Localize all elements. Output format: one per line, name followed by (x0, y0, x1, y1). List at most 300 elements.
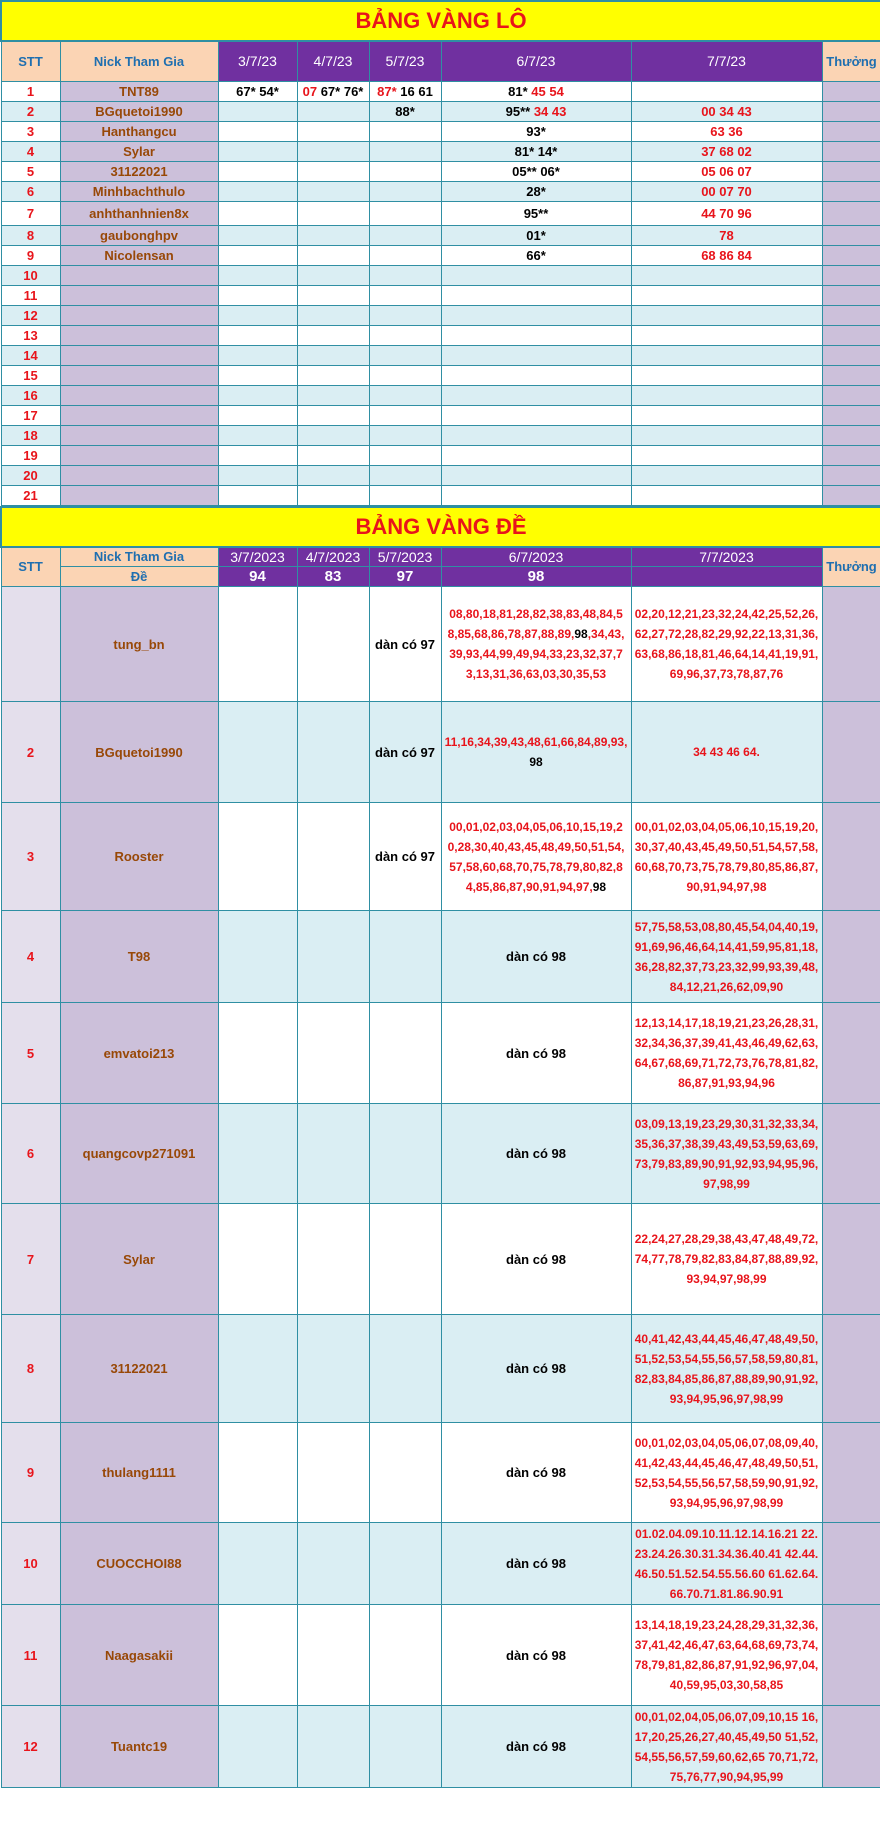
lo-row (1, 201, 880, 225)
de-row-cell (218, 1523, 297, 1605)
lo-row-cell (441, 101, 631, 121)
de-row-cell (297, 1204, 369, 1315)
lo-table (0, 0, 880, 506)
de-row (1, 911, 880, 1003)
lo-row-nick (60, 405, 218, 425)
lo-row-cell (369, 81, 441, 101)
de-row-stt: 10 (1, 1523, 60, 1605)
de-row-cell (218, 1204, 297, 1315)
de-row-cell-d3 (369, 1706, 441, 1788)
lo-table-body (1, 81, 880, 505)
de-row-cell-d3 (369, 1605, 441, 1706)
lo-row-cell (441, 245, 631, 265)
lo-row-cell (631, 245, 822, 265)
de-cell-text: 00,01,02,03,04,05,06,10,15,19,20,28,30,40,43,45,48,49,50,51,54,57,58,60,68,70,75,78,79,80,82,84,85,86,87,90,91,94,97, (447, 819, 625, 894)
lo-row-nick (60, 445, 218, 465)
lo-row-cell (297, 225, 369, 245)
lo-row-cell (297, 265, 369, 285)
de-row-nick: T98 (60, 911, 218, 1003)
lo-cell-text: 88* (395, 103, 415, 119)
lo-row-cell (441, 445, 631, 465)
lo-row-cell (631, 181, 822, 201)
de-row-nick: emvatoi213 (60, 1003, 218, 1104)
lo-row (1, 225, 880, 245)
lo-row (1, 405, 880, 425)
lo-row-cell (218, 365, 297, 385)
de-row-cell (297, 1523, 369, 1605)
de-row-cell (218, 1706, 297, 1788)
lo-cell-text: 67* 76* (317, 83, 364, 99)
lo-row-cell (297, 81, 369, 101)
lo-row-cell (297, 425, 369, 445)
de-row-cell-d5 (631, 1605, 822, 1706)
lo-row-cell (369, 101, 441, 121)
de-row-stt: 11 (1, 1605, 60, 1706)
lo-row-cell (218, 265, 297, 285)
de-header-de-label: Đề (60, 567, 218, 587)
lo-row (1, 121, 880, 141)
de-row-cell-d5 (631, 803, 822, 911)
lo-row-thuong (822, 81, 880, 101)
de-row-cell-d5 (631, 1104, 822, 1204)
lo-row-cell (441, 405, 631, 425)
lo-cell-text: 07 (302, 83, 318, 99)
de-row-stt (1, 587, 60, 702)
lo-row-cell (218, 325, 297, 345)
de-row-cell-d4: dàn có 98 (441, 1204, 631, 1315)
de-row-cell-d5 (631, 702, 822, 803)
lo-row-nick (60, 265, 218, 285)
de-row-thuong (822, 1204, 880, 1315)
lo-row-cell (369, 445, 441, 465)
lo-row-cell (631, 485, 822, 505)
lo-row-cell (631, 161, 822, 181)
de-cell-text: 00,01,02,03,04,05,06,10,15,19,20,30,37,40,43,45,49,50,51,54,57,58,60,68,70,73,75,78,79,80,85,86,87,90,91,94,97,98 (634, 819, 819, 894)
lo-cell-text: 68 86 84 (701, 247, 752, 263)
lo-row-cell (631, 225, 822, 245)
lo-row-cell (218, 141, 297, 161)
de-row (1, 1423, 880, 1523)
lo-row-cell (631, 345, 822, 365)
lo-row-thuong (822, 365, 880, 385)
lo-row-cell (218, 161, 297, 181)
lo-row-cell (441, 305, 631, 325)
lo-row-cell (369, 201, 441, 225)
lo-title: BẢNG VÀNG LÔ (1, 1, 880, 41)
lo-row-nick: gaubonghpv (60, 225, 218, 245)
de-row-thuong (822, 1003, 880, 1104)
lo-row (1, 181, 880, 201)
de-row-nick: BGquetoi1990 (60, 702, 218, 803)
lo-header-date: 3/7/23 (218, 41, 297, 81)
de-cell-text: 12,13,14,17,18,19,21,23,26,28,31,32,34,36,37,39,41,43,46,49,62,63,64,67,68,69,71,72,73,76,78,81,82,86,87,91,93,94,96 (634, 1016, 819, 1090)
lo-row-cell (441, 325, 631, 345)
lo-row (1, 365, 880, 385)
lo-cell-text: 00 34 43 (701, 103, 752, 119)
lo-row-stt: 16 (1, 385, 60, 405)
lo-row-nick: TNT89 (60, 81, 218, 101)
de-header-date: 6/7/2023 (441, 547, 631, 567)
de-row-cell-d3 (369, 1204, 441, 1315)
lo-row-cell (297, 181, 369, 201)
lo-row (1, 385, 880, 405)
de-row-nick: CUOCCHOI88 (60, 1523, 218, 1605)
de-row-thuong (822, 702, 880, 803)
de-row-cell-d4 (441, 803, 631, 911)
de-header-thuong: Thưởng (822, 547, 880, 587)
lo-row-stt: 4 (1, 141, 60, 161)
de-row-stt: 5 (1, 1003, 60, 1104)
lo-row-cell (369, 141, 441, 161)
lo-row-cell (218, 385, 297, 405)
lo-row-stt: 3 (1, 121, 60, 141)
lo-header-thuong: Thưởng (822, 41, 880, 81)
lo-row-cell (218, 201, 297, 225)
de-row-nick: Naagasakii (60, 1605, 218, 1706)
de-row-cell-d4 (441, 702, 631, 803)
lo-row-cell (218, 405, 297, 425)
de-row-cell (218, 911, 297, 1003)
lo-row-cell (631, 305, 822, 325)
lo-row-cell (218, 305, 297, 325)
de-row-cell (297, 587, 369, 702)
de-header-result: 94 (218, 567, 297, 587)
lo-header-date: 6/7/23 (441, 41, 631, 81)
de-table (0, 506, 880, 1789)
lo-row-cell (441, 345, 631, 365)
de-row-cell (218, 1423, 297, 1523)
de-row (1, 702, 880, 803)
de-cell-text: 98 (592, 879, 607, 894)
lo-cell-text: 37 68 02 (701, 143, 752, 159)
de-header-date: 5/7/2023 (369, 547, 441, 567)
lo-row-thuong (822, 485, 880, 505)
lo-row-cell (369, 161, 441, 181)
de-row-cell-d3: dàn có 97 (369, 587, 441, 702)
de-row-stt: 3 (1, 803, 60, 911)
lo-row-thuong (822, 425, 880, 445)
de-row-cell (218, 587, 297, 702)
lo-row-cell (441, 485, 631, 505)
de-row-cell-d3 (369, 1104, 441, 1204)
de-row-cell (218, 1315, 297, 1423)
lo-row-cell (441, 465, 631, 485)
lo-row-thuong (822, 325, 880, 345)
lo-row (1, 81, 880, 101)
lo-row-stt: 1 (1, 81, 60, 101)
lo-row-thuong (822, 225, 880, 245)
de-cell-text: 11,16,34,39,43,48,61,66,84,89,93, (444, 735, 628, 749)
de-cell-text: 02,20,12,21,23,32,24,42,25,52,26,62,27,72,28,82,29,92,22,13,31,36,63,68,86,18,81,46,64,14,41,19,91,69,96,37,73,78,87,76 (634, 607, 819, 681)
lo-row-stt: 12 (1, 305, 60, 325)
lo-row-nick (60, 325, 218, 345)
de-row-cell-d5 (631, 1003, 822, 1104)
lo-cell-text: 81* (508, 83, 528, 99)
lo-row-nick (60, 365, 218, 385)
lo-row-cell (631, 445, 822, 465)
lo-cell-text: 01* (526, 227, 546, 243)
lo-row-cell (631, 325, 822, 345)
de-header-result: 83 (297, 567, 369, 587)
lo-row (1, 161, 880, 181)
de-row-stt: 12 (1, 1706, 60, 1788)
de-cell-text: 03,09,13,19,23,29,30,31,32,33,34,35,36,37,38,39,43,49,53,59,63,69,73,79,83,89,90,91,92,93,94,95,96,97,98,99 (634, 1116, 819, 1191)
lo-row-stt: 8 (1, 225, 60, 245)
lo-row-cell (297, 405, 369, 425)
de-cell-text: 01.02.04.09.10.11.12.14.16.21 22.23.24.26.30.31.34.36.40.41 42.44.46.50.51.52.54.55.56.60 61.62.64.66.70.71.81.86.90.91 (634, 1526, 819, 1601)
lo-row-stt: 20 (1, 465, 60, 485)
lo-row-cell (297, 445, 369, 465)
lo-row-stt: 7 (1, 201, 60, 225)
lo-row (1, 425, 880, 445)
lo-cell-text: 95** (523, 205, 549, 221)
lo-row-cell (218, 465, 297, 485)
lo-row-stt: 10 (1, 265, 60, 285)
de-row-nick: tung_bn (60, 587, 218, 702)
lo-row-nick (60, 385, 218, 405)
lo-row-stt: 18 (1, 425, 60, 445)
lo-row-stt: 11 (1, 285, 60, 305)
lo-row-nick: anhthanhnien8x (60, 201, 218, 225)
lo-row-cell (631, 121, 822, 141)
de-row-cell (297, 803, 369, 911)
lo-row-nick: Minhbachthulo (60, 181, 218, 201)
lo-row-thuong (822, 101, 880, 121)
lo-row-cell (631, 405, 822, 425)
de-row-cell-d3 (369, 1523, 441, 1605)
de-row-cell-d4: dàn có 98 (441, 1003, 631, 1104)
lo-row (1, 285, 880, 305)
lo-row-cell (631, 365, 822, 385)
de-cell-text: 22,24,27,28,29,38,43,47,48,49,72,74,77,78,79,82,83,84,87,88,89,92,93,94,97,98,99 (634, 1232, 819, 1286)
lo-row-cell (297, 485, 369, 505)
lo-row-thuong (822, 245, 880, 265)
de-row-thuong (822, 1423, 880, 1523)
de-row-nick: quangcovp271091 (60, 1104, 218, 1204)
de-row-cell-d3 (369, 1315, 441, 1423)
de-row-cell-d5 (631, 911, 822, 1003)
lo-row (1, 141, 880, 161)
de-row-cell (297, 1706, 369, 1788)
lo-cell-text: 66* (526, 247, 546, 263)
lo-row-cell (218, 445, 297, 465)
lo-row-cell (369, 181, 441, 201)
de-row-cell-d5 (631, 587, 822, 702)
de-row-nick: Tuantc19 (60, 1706, 218, 1788)
de-cell-text: 00,01,02,04,05,06,07,09,10,15 16,17,20,25,26,27,40,45,49,50 51,52,54,55,56,57,59,60,62,65 70,71,72,75,76,77,90,94,95,99 (634, 1709, 819, 1784)
de-row (1, 587, 880, 702)
de-row-thuong (822, 1523, 880, 1605)
lo-row-thuong (822, 201, 880, 225)
lo-row (1, 325, 880, 345)
lo-cell-text: 81* 14* (514, 143, 558, 159)
lo-row-nick (60, 465, 218, 485)
de-header-nick: Nick Tham Gia (60, 547, 218, 567)
lo-row-cell (631, 81, 822, 101)
lo-row-cell (218, 225, 297, 245)
de-row-cell-d3 (369, 1003, 441, 1104)
lo-row-cell (631, 285, 822, 305)
lo-cell-text: 44 70 96 (701, 205, 752, 221)
de-row-nick: Sylar (60, 1204, 218, 1315)
lo-row-stt: 19 (1, 445, 60, 465)
de-header-result-empty (631, 567, 822, 587)
lo-cell-text: 93* (526, 123, 546, 139)
lo-row-nick: Hanthangcu (60, 121, 218, 141)
lo-row-cell (369, 345, 441, 365)
lo-row-cell (369, 245, 441, 265)
lo-row-cell (297, 345, 369, 365)
lo-row (1, 265, 880, 285)
lo-row-stt: 14 (1, 345, 60, 365)
de-header-date: 3/7/2023 (218, 547, 297, 567)
de-cell-text: 34 43 46 64. (693, 745, 760, 759)
lo-row-thuong (822, 181, 880, 201)
lo-row-nick: Sylar (60, 141, 218, 161)
de-row-nick: thulang1111 (60, 1423, 218, 1523)
lo-row-cell (297, 365, 369, 385)
lo-row-nick: Nicolensan (60, 245, 218, 265)
de-row-nick: 31122021 (60, 1315, 218, 1423)
lo-row-cell (369, 425, 441, 445)
lo-row-cell (297, 161, 369, 181)
lo-row-cell (218, 425, 297, 445)
lo-header-date: 5/7/23 (369, 41, 441, 81)
lo-row-thuong (822, 385, 880, 405)
lo-row-cell (369, 265, 441, 285)
de-row-stt: 6 (1, 1104, 60, 1204)
lo-header-date: 4/7/23 (297, 41, 369, 81)
lo-row-cell (297, 325, 369, 345)
lo-cell-text: 87* (377, 83, 397, 99)
lo-row-cell (631, 141, 822, 161)
lo-row (1, 245, 880, 265)
lo-row-cell (441, 141, 631, 161)
lo-row-cell (441, 121, 631, 141)
lo-row-thuong (822, 121, 880, 141)
lo-row-cell (297, 385, 369, 405)
de-cell-text: 57,75,58,53,08,80,45,54,04,40,19,91,69,96,46,64,14,41,59,95,81,18,36,28,82,37,73,23,32,99,93,39,48,84,12,21,26,62,09,90 (634, 919, 819, 994)
de-cell-text: ,34,43,39,93,44,99,49,94,33,23,32,37,73,13,31,36,63,03,30,35,53 (449, 627, 625, 681)
lo-row-thuong (822, 465, 880, 485)
lo-cell-text: 63 36 (710, 123, 743, 139)
de-cell-text: 40,41,42,43,44,45,46,47,48,49,50,51,52,53,54,55,56,57,58,59,80,81,82,83,84,85,86,87,88,89,90,91,92,93,94,95,96,97,98,99 (634, 1331, 819, 1406)
lo-cell-text: 95** (505, 103, 531, 119)
lo-header-stt: STT (1, 41, 60, 81)
lo-row-thuong (822, 405, 880, 425)
lo-cell-text: 16 61 (396, 83, 433, 99)
de-row-thuong (822, 1104, 880, 1204)
lo-row-stt: 2 (1, 101, 60, 121)
de-row-stt: 8 (1, 1315, 60, 1423)
de-row-cell (218, 1104, 297, 1204)
de-row (1, 1605, 880, 1706)
lo-row-cell (369, 225, 441, 245)
lo-cell-text: 00 07 70 (701, 183, 752, 199)
de-row (1, 1523, 880, 1605)
lo-row-cell (441, 225, 631, 245)
de-row-thuong (822, 803, 880, 911)
lo-row-cell (631, 465, 822, 485)
lo-row-cell (218, 245, 297, 265)
lo-row-cell (369, 365, 441, 385)
de-row-cell (218, 702, 297, 803)
lo-row-stt: 21 (1, 485, 60, 505)
lo-cell-text: 28* (526, 183, 546, 199)
lo-row-cell (441, 285, 631, 305)
de-row-cell (297, 1003, 369, 1104)
de-row-thuong (822, 1605, 880, 1706)
lo-row-cell (297, 465, 369, 485)
lo-row-cell (218, 285, 297, 305)
de-row-cell-d3 (369, 911, 441, 1003)
lo-cell-text: 45 54 (527, 83, 564, 99)
de-row (1, 803, 880, 911)
de-header-result: 97 (369, 567, 441, 587)
lo-row-nick (60, 305, 218, 325)
de-row-stt: 4 (1, 911, 60, 1003)
lo-row-cell (631, 385, 822, 405)
de-row-cell-d4: dàn có 98 (441, 1605, 631, 1706)
lo-row-cell (297, 141, 369, 161)
de-header-date: 7/7/2023 (631, 547, 822, 567)
de-row-cell-d5 (631, 1204, 822, 1315)
lo-row-cell (441, 81, 631, 101)
lo-row-nick (60, 425, 218, 445)
lo-row-cell (369, 325, 441, 345)
de-row (1, 1706, 880, 1788)
lo-row-cell (441, 265, 631, 285)
de-row-cell-d5 (631, 1523, 822, 1605)
lo-row-thuong (822, 141, 880, 161)
de-header-stt: STT (1, 547, 60, 587)
lo-row-nick: 31122021 (60, 161, 218, 181)
lo-row-cell (441, 385, 631, 405)
lo-row-stt: 15 (1, 365, 60, 385)
lo-row-cell (631, 425, 822, 445)
lo-row-stt: 6 (1, 181, 60, 201)
lo-row (1, 445, 880, 465)
de-row-cell-d4: dàn có 98 (441, 1315, 631, 1423)
de-row-cell-d3 (369, 1423, 441, 1523)
de-cell-text: 00,01,02,03,04,05,06,07,08,09,40,41,42,43,44,45,46,47,48,49,50,51,52,53,54,55,56,57,58,59,90,91,92,93,94,95,96,97,98,99 (634, 1435, 819, 1510)
de-row-stt: 2 (1, 702, 60, 803)
lo-row-cell (369, 285, 441, 305)
de-row-cell (297, 1315, 369, 1423)
de-row-cell (297, 1423, 369, 1523)
lo-cell-text: 67* 54* (236, 83, 279, 99)
de-row-stt: 7 (1, 1204, 60, 1315)
de-row-cell (218, 1605, 297, 1706)
lo-row-stt: 5 (1, 161, 60, 181)
de-row-thuong (822, 1706, 880, 1788)
de-cell-text: 98 (574, 627, 588, 641)
lo-row (1, 465, 880, 485)
de-row-thuong (822, 587, 880, 702)
de-row-thuong (822, 1315, 880, 1423)
lo-row (1, 345, 880, 365)
lo-row-cell (297, 101, 369, 121)
de-row-cell (218, 803, 297, 911)
de-title: BẢNG VÀNG ĐỀ (1, 507, 880, 547)
de-row-cell (218, 1003, 297, 1104)
de-row-cell-d4: dàn có 98 (441, 1706, 631, 1788)
lo-row-stt: 13 (1, 325, 60, 345)
lo-row-cell (441, 365, 631, 385)
de-row-cell (297, 1605, 369, 1706)
de-cell-text: 08,80,18,81,28,82,38,83,48,84,58,85,68,86,78,87,88,89, (447, 607, 623, 641)
lo-row-cell (441, 181, 631, 201)
